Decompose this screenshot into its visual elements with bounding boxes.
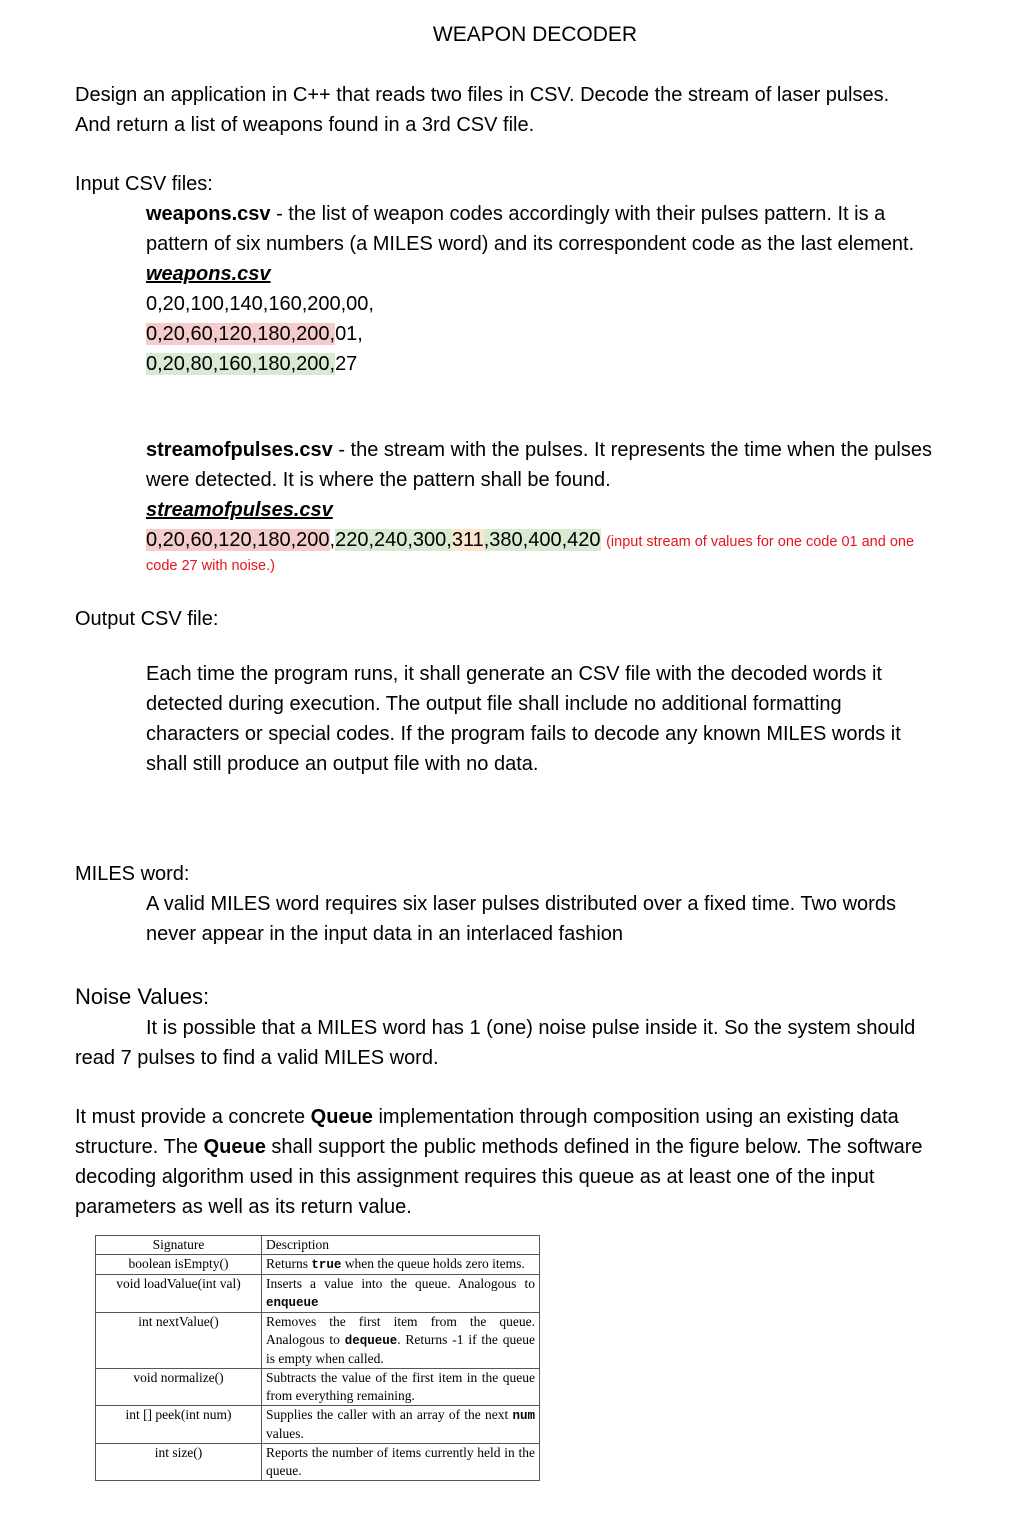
stream-seg-code-27a: 220,240,300, (335, 529, 452, 551)
stream-note-line-2: code 27 with noise.) (146, 558, 275, 574)
queue-keyword-1: Queue (310, 1106, 373, 1128)
miles-heading: MILES word: (75, 863, 190, 885)
stream-filename: streamofpulses.csv (146, 439, 333, 461)
stream-seg-code-27b: ,380,400,420 (483, 529, 601, 551)
miles-line-1: A valid MILES word requires six laser pulses distributed over a fixed time. Two words (146, 893, 896, 915)
weapons-row-3-code: 27 (335, 353, 358, 375)
table-row (96, 1255, 540, 1275)
stream-values-line (146, 525, 1006, 557)
output-line-2: detected during execution. The output file shall include no additional formatting (146, 693, 842, 715)
intro-line-1: Design an application in C++ that reads two files in CSV. Decode the stream of laser pulses. (75, 84, 890, 106)
queue-paragraph (75, 1102, 1005, 1222)
signature-cell: void loadValue(int val) (96, 1275, 262, 1313)
weapons-row-2-code: 01, (335, 323, 363, 345)
output-line-1: Each time the program runs, it shall generate an CSV file with the decoded words it (146, 663, 882, 685)
description-cell: Supplies the caller with an array of the next num values. (262, 1406, 540, 1444)
output-line-3: characters or special codes. If the program fails to decode any known MILES words it (146, 723, 901, 745)
weapons-row-2 (146, 319, 1006, 349)
weapons-row-3-pattern: 0,20,80,160,180,200, (146, 353, 336, 375)
noise-heading: Noise Values: (75, 984, 210, 1009)
queue-line-1 (75, 1102, 1005, 1132)
weapons-desc-line-2: pattern of six numbers (a MILES word) and its correspondent code as the last element. (146, 233, 915, 255)
miles-line-2: never appear in the input data in an interlaced fashion (146, 923, 624, 945)
stream-note-line-1: (input stream of values for one code 01 and one (606, 534, 915, 550)
signature-cell: void normalize() (96, 1369, 262, 1406)
queue-line-1-c: implementation through composition using an existing data (372, 1106, 899, 1128)
queue-keyword-2: Queue (203, 1136, 266, 1158)
output-line-4: shall still produce an output file with no data. (146, 753, 539, 775)
weapons-row-2-pattern: 0,20,60,120,180,200, (146, 323, 336, 345)
queue-line-1-a: It must provide a concrete (75, 1106, 311, 1128)
miles-paragraph (146, 889, 1006, 949)
stream-file-label (146, 495, 1006, 525)
page-title: WEAPON DECODER (432, 23, 638, 46)
queue-line-2-a: structure. The (75, 1136, 204, 1158)
weapons-row-3 (146, 349, 1006, 379)
queue-line-2 (75, 1132, 1005, 1162)
description-cell: Returns true when the queue holds zero items. (262, 1255, 540, 1275)
stream-seg-noise: 311 (451, 529, 484, 551)
signature-cell: int size() (96, 1444, 262, 1481)
weapons-row-1: 0,20,100,140,160,200,00, (146, 293, 374, 315)
weapons-file-label (146, 259, 1006, 289)
description-cell: Removes the first item from the queue. Analogous to dequeue. Returns -1 if the queue is empty when called. (262, 1313, 540, 1369)
table-row (96, 1444, 540, 1481)
weapons-section (146, 199, 1006, 379)
table-row (96, 1313, 540, 1369)
queue-line-4: parameters as well as its return value. (75, 1196, 412, 1218)
output-heading: Output CSV file: (75, 608, 219, 630)
stream-file-label-text: streamofpulses.csv (146, 499, 333, 521)
signature-cell: int nextValue() (96, 1313, 262, 1369)
stream-desc-line-1 (146, 435, 1006, 465)
queue-line-3: decoding algorithm used in this assignment requires this queue as at least one of the input (75, 1166, 875, 1188)
queue-api-table (95, 1235, 540, 1481)
signature-cell: boolean isEmpty() (96, 1255, 262, 1275)
output-paragraph (146, 659, 1006, 779)
table-row (96, 1369, 540, 1406)
weapons-desc-text: - the list of weapon codes accordingly with their pulses pattern. It is a (270, 203, 886, 225)
stream-seg-code-01: 0,20,60,120,180,200 (146, 529, 330, 551)
noise-line-2: read 7 pulses to find a valid MILES word. (75, 1047, 439, 1069)
stream-desc-line-2: were detected. It is where the pattern shall be found. (146, 469, 611, 491)
description-cell: Subtracts the value of the first item in the queue from everything remaining. (262, 1369, 540, 1406)
input-heading: Input CSV files: (75, 173, 213, 195)
intro-paragraph (75, 80, 1005, 140)
description-cell: Inserts a value into the queue. Analogous to enqueue (262, 1275, 540, 1313)
weapons-filename: weapons.csv (146, 203, 271, 225)
header-description: Description (262, 1236, 540, 1255)
description-cell: Reports the number of items currently held in the queue. (262, 1444, 540, 1481)
table-header-row (96, 1236, 540, 1255)
intro-line-2: And return a list of weapons found in a 3rd CSV file. (75, 114, 535, 136)
table-row (96, 1275, 540, 1313)
header-signature: Signature (96, 1236, 262, 1255)
stream-desc-text: - the stream with the pulses. It represents the time when the pulses (332, 439, 932, 461)
weapons-desc-line-1 (146, 199, 1006, 229)
stream-sep: , (329, 529, 336, 551)
weapons-file-label-text: weapons.csv (146, 263, 271, 285)
queue-line-2-c: shall support the public methods defined in the figure below. The software (265, 1136, 923, 1158)
stream-section (146, 435, 1006, 575)
signature-cell: int [] peek(int num) (96, 1406, 262, 1444)
noise-line-1: It is possible that a MILES word has 1 (one) noise pulse inside it. So the system should (146, 1017, 916, 1039)
table-row (96, 1406, 540, 1444)
